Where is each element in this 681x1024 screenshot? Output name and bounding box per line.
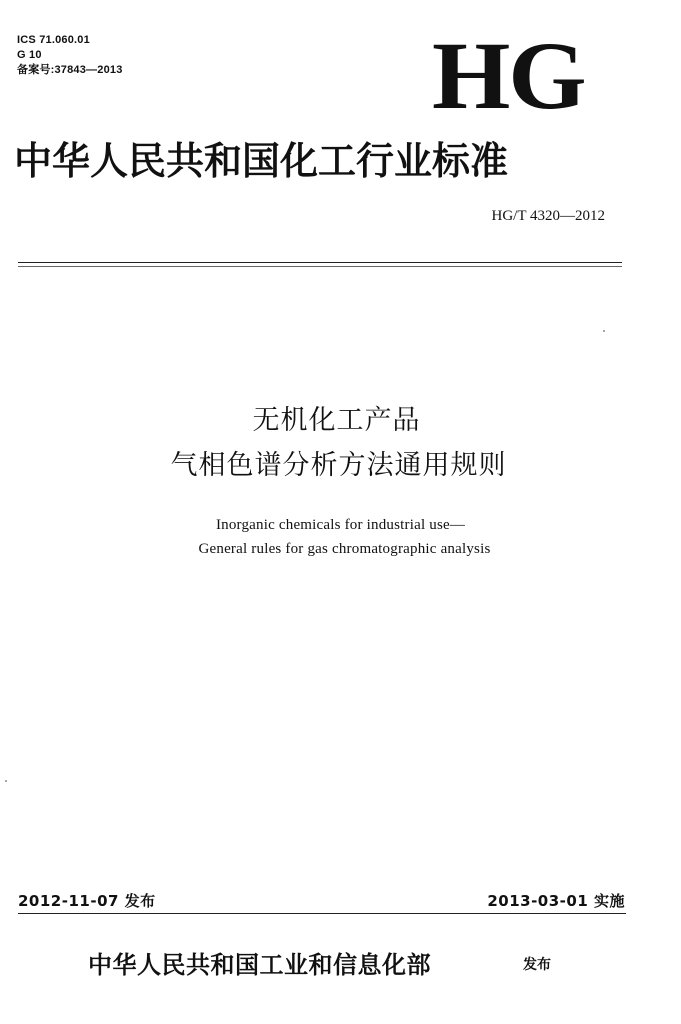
- footer-divider: [18, 913, 626, 914]
- english-title-line-1: Inorganic chemicals for industrial use—: [215, 517, 466, 533]
- hg-logo: HG: [432, 22, 585, 129]
- ics-code: ICS 71.060.01: [17, 34, 90, 46]
- standard-number: HG/T 4320—2012: [491, 208, 605, 224]
- header-divider: [18, 262, 622, 263]
- scan-speck: [5, 780, 7, 782]
- publish-label: 发布: [523, 957, 551, 973]
- publisher-name: 中华人民共和国工业和信息化部: [88, 950, 431, 979]
- implementation-date: 2013-03-01 实施: [487, 892, 625, 910]
- issuing-standard-title: 中华人民共和国化工行业标准: [14, 138, 509, 183]
- header-divider-secondary: [18, 266, 622, 267]
- record-number: 备案号:37843—2013: [17, 64, 123, 76]
- issue-date: 2012-11-07 发布: [18, 892, 156, 910]
- chinese-title-line-2: 气相色谱分析方法通用规则: [170, 450, 507, 481]
- class-code: G 10: [17, 49, 42, 61]
- scan-speck: [603, 330, 605, 332]
- meta-block: [17, 33, 123, 78]
- chinese-title-line-1: 无机化工产品: [252, 405, 421, 436]
- english-title-line-2: General rules for gas chromatographic analysis: [198, 541, 491, 557]
